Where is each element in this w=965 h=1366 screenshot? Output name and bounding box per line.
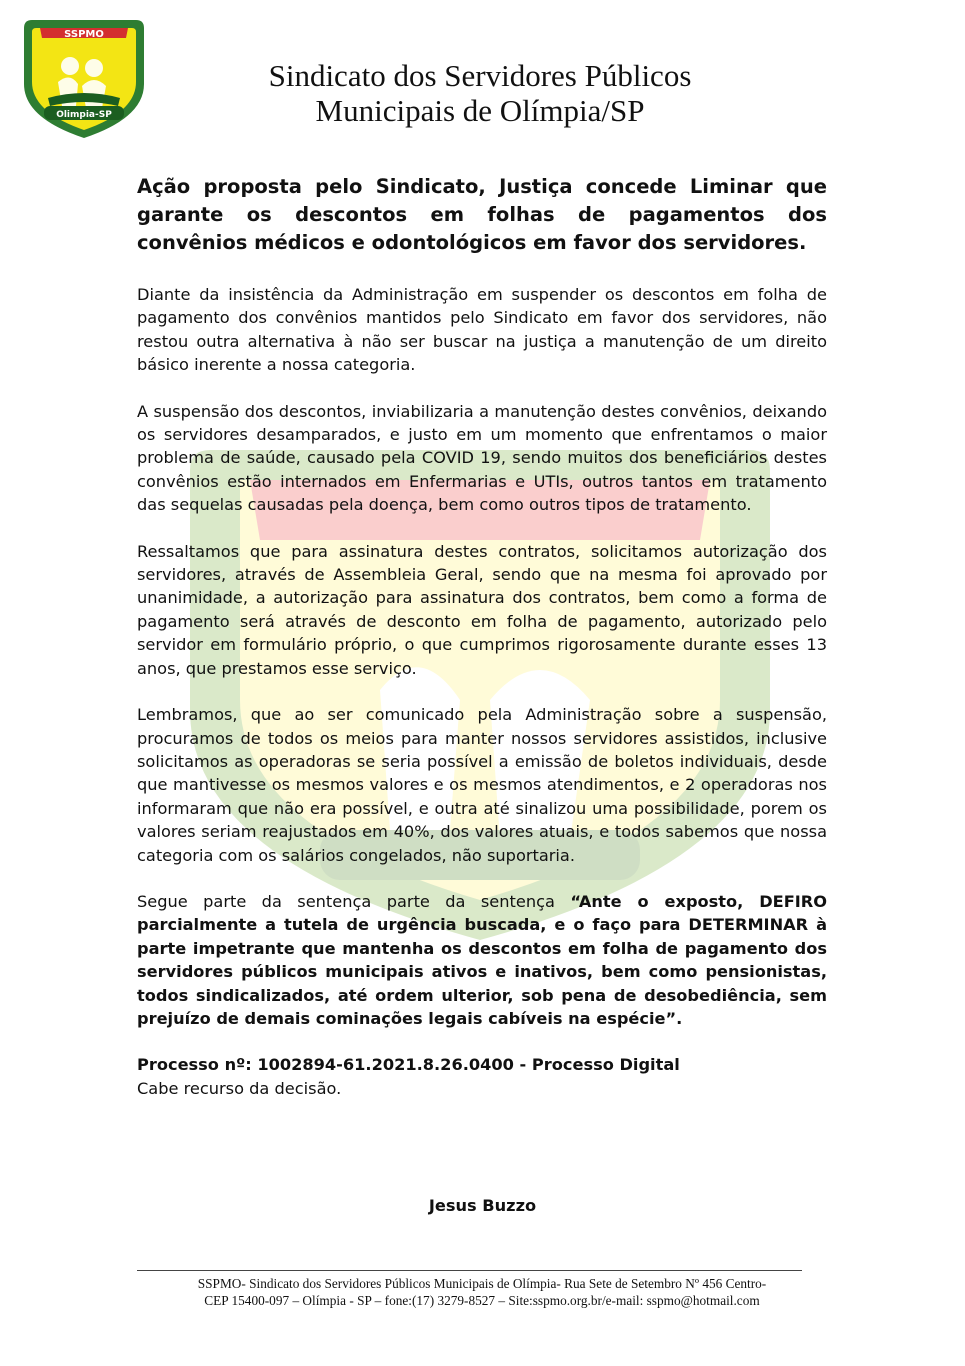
process-number: Processo nº: 1002894-61.2021.8.26.0400 - Processo Digital — [137, 1055, 680, 1075]
logo-location: Olimpia-SP — [56, 110, 112, 120]
process-block — [137, 1053, 827, 1100]
footer — [137, 1275, 827, 1309]
sspmo-logo — [18, 14, 150, 142]
logo-acronym: SSPMO — [64, 29, 104, 40]
paragraph-2: A suspensão dos descontos, inviabilizaria a manutenção destes convênios, deixando os servidores desamparados, e justo em um momento que enfrentamos o maior problema de saúde, causado pela COVID 19, sendo muitos dos beneficiários destes convênios estão internados em Enfermarias e UTIs, outros tantos em tratamento das sequelas causadas pela doença, bem como outros tipos de tratamento. — [137, 401, 827, 515]
paragraph-4: Lembramos, que ao ser comunicado pela Administração sobre a suspensão, procuramos de todos os meios para manter nossos servidores assistidos, inclusive solicitamos as operadoras se seria possível a emissão de boletos individuais, desde que mantivesse os mesmos valores e os mesmos atendimentos, e 2 operadoras nos informaram que não era possível, e outra até sinalizou uma possibilidade, porem os valores seriam reajustados em 40%, dos valores atuais, e todos sabemos que nossa categoria com os salários congelados, não suportaria. — [137, 705, 827, 865]
footer-line2: CEP 15400-097 – Olímpia - SP – fone:(17) 3279-8527 – Site:sspmo.org.br/e-mail: sspmo@hotmail.com — [204, 1293, 760, 1308]
sentence-intro: Segue parte da sentença parte da sentença — [137, 891, 571, 911]
header-title-line1: Sindicato dos Servidores Públicos — [268, 58, 692, 93]
paragraph-1: Diante da insistência da Administração em suspender os descontos em folha de pagamento dos convênios mantidos pelo Sindicato em favor dos servidores, não restou outra alternativa à não ser buscar na justiça a manutenção de um direito básico inerente a nossa categoria. — [137, 285, 827, 375]
footer-line1: SSPMO- Sindicato dos Servidores Públicos Municipais de Olímpia- Rua Sete de Setembro Nº 456 Centro- — [197, 1276, 767, 1291]
paragraph-3: Ressaltamos que para assinatura destes contratos, solicitamos autorização dos servidores, através de Assembleia Geral, sendo que na mesma foi aprovado por unanimidade, a autorização para assinatura dos contratos, bem como a forma de pagamento será através de desconto em folha de pagamento, autorizado pelo servidor em formulário próprio, o que cumprimos rigorosamente durante esses 13 anos, que prestamos esse serviço. — [137, 541, 827, 678]
sentence-quote: “Ante o exposto, DEFIRO parcialmente a tutela de urgência buscada, e o faço para DETERMINAR à parte impetrante que mantenha os descontos em folha de pagamento dos servidores públicos municipais ativos e inativos, bem como pensionistas, todos sindicalizados, até ordem ulterior, sob pena de desobediência, sem prejuízo de demais cominações legais cabíveis na espécie”. — [137, 891, 827, 1028]
sentence-paragraph — [137, 890, 827, 1030]
header-title — [180, 58, 780, 128]
footer-divider — [137, 1270, 802, 1271]
article-body — [137, 173, 827, 1100]
article-headline: Ação proposta pelo Sindicato, Justiça concede Liminar que garante os descontos em folhas de pagamentos dos convênios médicos e odontológicos em favor dos servidores. — [137, 175, 827, 254]
process-note: Cabe recurso da decisão. — [137, 1078, 342, 1098]
header-title-line2: Municipais de Olímpia/SP — [315, 93, 645, 128]
signature: Jesus Buzzo — [428, 1196, 537, 1215]
